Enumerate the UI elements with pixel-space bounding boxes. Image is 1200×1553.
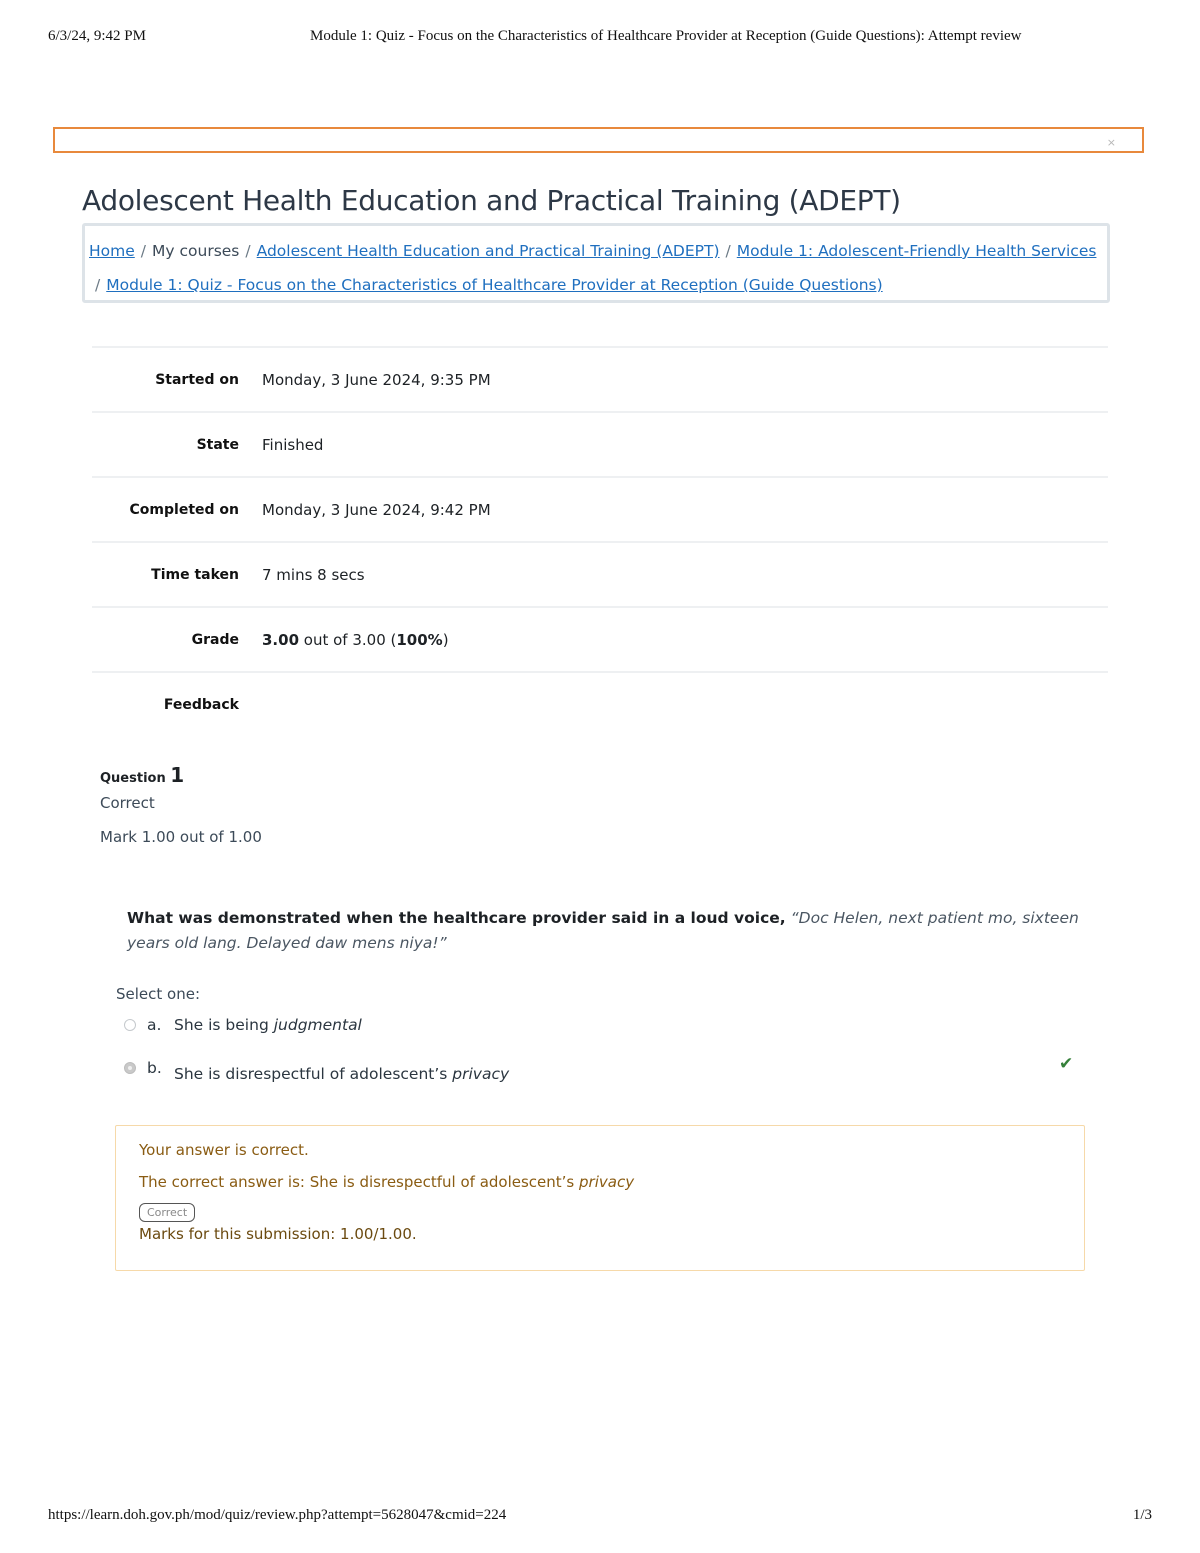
- breadcrumb-home[interactable]: Home: [89, 242, 135, 260]
- option-text-plain: She is being: [174, 1016, 274, 1034]
- select-prompt: Select one:: [116, 985, 201, 1003]
- feedback-marks: Marks for this submission: 1.00/1.00.: [139, 1225, 417, 1243]
- print-page-number: 1/3: [1132, 1507, 1152, 1523]
- print-page-title: Module 1: Quiz - Focus on the Characteristics of Healthcare Provider at Reception (Guide Questions): Attempt review: [310, 28, 1022, 44]
- print-url: https://learn.doh.gov.ph/mod/quiz/review.php?attempt=5628047&cmid=224: [48, 1507, 507, 1523]
- question-mark: Mark 1.00 out of 1.00: [100, 828, 262, 846]
- state-value: Finished: [262, 435, 324, 454]
- option-text-emphasis: judgmental: [273, 1016, 362, 1034]
- correct-answer-text: The correct answer is: She is disrespectful of adolescent’s: [139, 1173, 580, 1191]
- question-text-bold: What was demonstrated when the healthcare provider said in a loud voice,: [127, 909, 786, 927]
- close-icon[interactable]: ×: [1106, 136, 1116, 149]
- correct-answer-emphasis: privacy: [579, 1173, 635, 1191]
- summary-row-feedback: [92, 672, 1108, 737]
- started-on-value: Monday, 3 June 2024, 9:35 PM: [262, 370, 491, 389]
- time-taken-label: Time taken: [151, 566, 239, 583]
- print-datetime: 6/3/24, 9:42 PM: [48, 28, 146, 44]
- grade-value: [239, 607, 1108, 672]
- course-title: Adolescent Health Education and Practical Training (ADEPT): [82, 184, 901, 217]
- question-text-quote: “Doc Helen, next patient mo, sixteen years old lang. Delayed daw mens niya!”: [127, 909, 1079, 952]
- feedback-correct-answer: [139, 1171, 1084, 1193]
- breadcrumb-module[interactable]: Module 1: Adolescent-Friendly Health Services: [736, 242, 1097, 260]
- option-text: [174, 1016, 362, 1034]
- breadcrumb-separator: /: [245, 242, 251, 260]
- started-on-label: Started on: [155, 371, 239, 388]
- breadcrumb-separator: /: [95, 276, 101, 294]
- question-number-value: 1: [170, 763, 185, 787]
- radio-button-a[interactable]: [124, 1019, 136, 1031]
- breadcrumb: [82, 223, 1110, 303]
- correct-check-icon: ✔: [1059, 1054, 1074, 1074]
- summary-row-time: [92, 542, 1108, 607]
- breadcrumb-my-courses: My courses: [152, 242, 240, 260]
- breadcrumb-separator: /: [140, 242, 147, 260]
- question-number: [100, 763, 262, 787]
- completed-on-value: Monday, 3 June 2024, 9:42 PM: [262, 500, 491, 519]
- feedback-your-answer: Your answer is correct.: [139, 1141, 309, 1159]
- notification-bar: [53, 127, 1144, 153]
- summary-row-grade: [92, 607, 1108, 672]
- question-label: Question: [100, 771, 166, 786]
- feedback-value: [239, 672, 1108, 737]
- completed-on-label: Completed on: [129, 501, 239, 518]
- radio-button-b[interactable]: [124, 1062, 136, 1074]
- grade-out-of: out of 3.00 (: [299, 630, 397, 649]
- breadcrumb-separator: /: [725, 242, 731, 260]
- option-letter: b.: [147, 1059, 162, 1077]
- breadcrumb-course[interactable]: Adolescent Health Education and Practical Training (ADEPT): [256, 242, 720, 260]
- grade-percent: 100%: [396, 630, 443, 649]
- attempt-summary-table: [92, 346, 1108, 737]
- state-label: State: [196, 436, 239, 453]
- grade-score: 3.00: [262, 630, 300, 649]
- option-text-emphasis: privacy: [452, 1065, 510, 1083]
- feedback-label: Feedback: [163, 697, 239, 713]
- question-text: [127, 906, 1087, 956]
- summary-row-completed: [92, 477, 1108, 542]
- question-state: Correct: [100, 794, 155, 812]
- time-taken-value: 7 mins 8 secs: [262, 565, 365, 584]
- breadcrumb-quiz[interactable]: Module 1: Quiz - Focus on the Characteristics of Healthcare Provider at Reception (Guide Questions): [106, 276, 883, 294]
- summary-row-started: [92, 347, 1108, 412]
- question-info: [100, 763, 262, 846]
- print-header: [48, 28, 1152, 48]
- grade-label: Grade: [191, 631, 239, 648]
- summary-row-state: [92, 412, 1108, 477]
- option-letter: a.: [147, 1016, 162, 1034]
- answer-feedback-box: [115, 1125, 1085, 1271]
- grade-close: ): [442, 630, 449, 649]
- option-text-plain: She is disrespectful of adolescent’s: [174, 1065, 453, 1083]
- correct-badge: Correct: [139, 1203, 195, 1222]
- option-text: [174, 1065, 509, 1083]
